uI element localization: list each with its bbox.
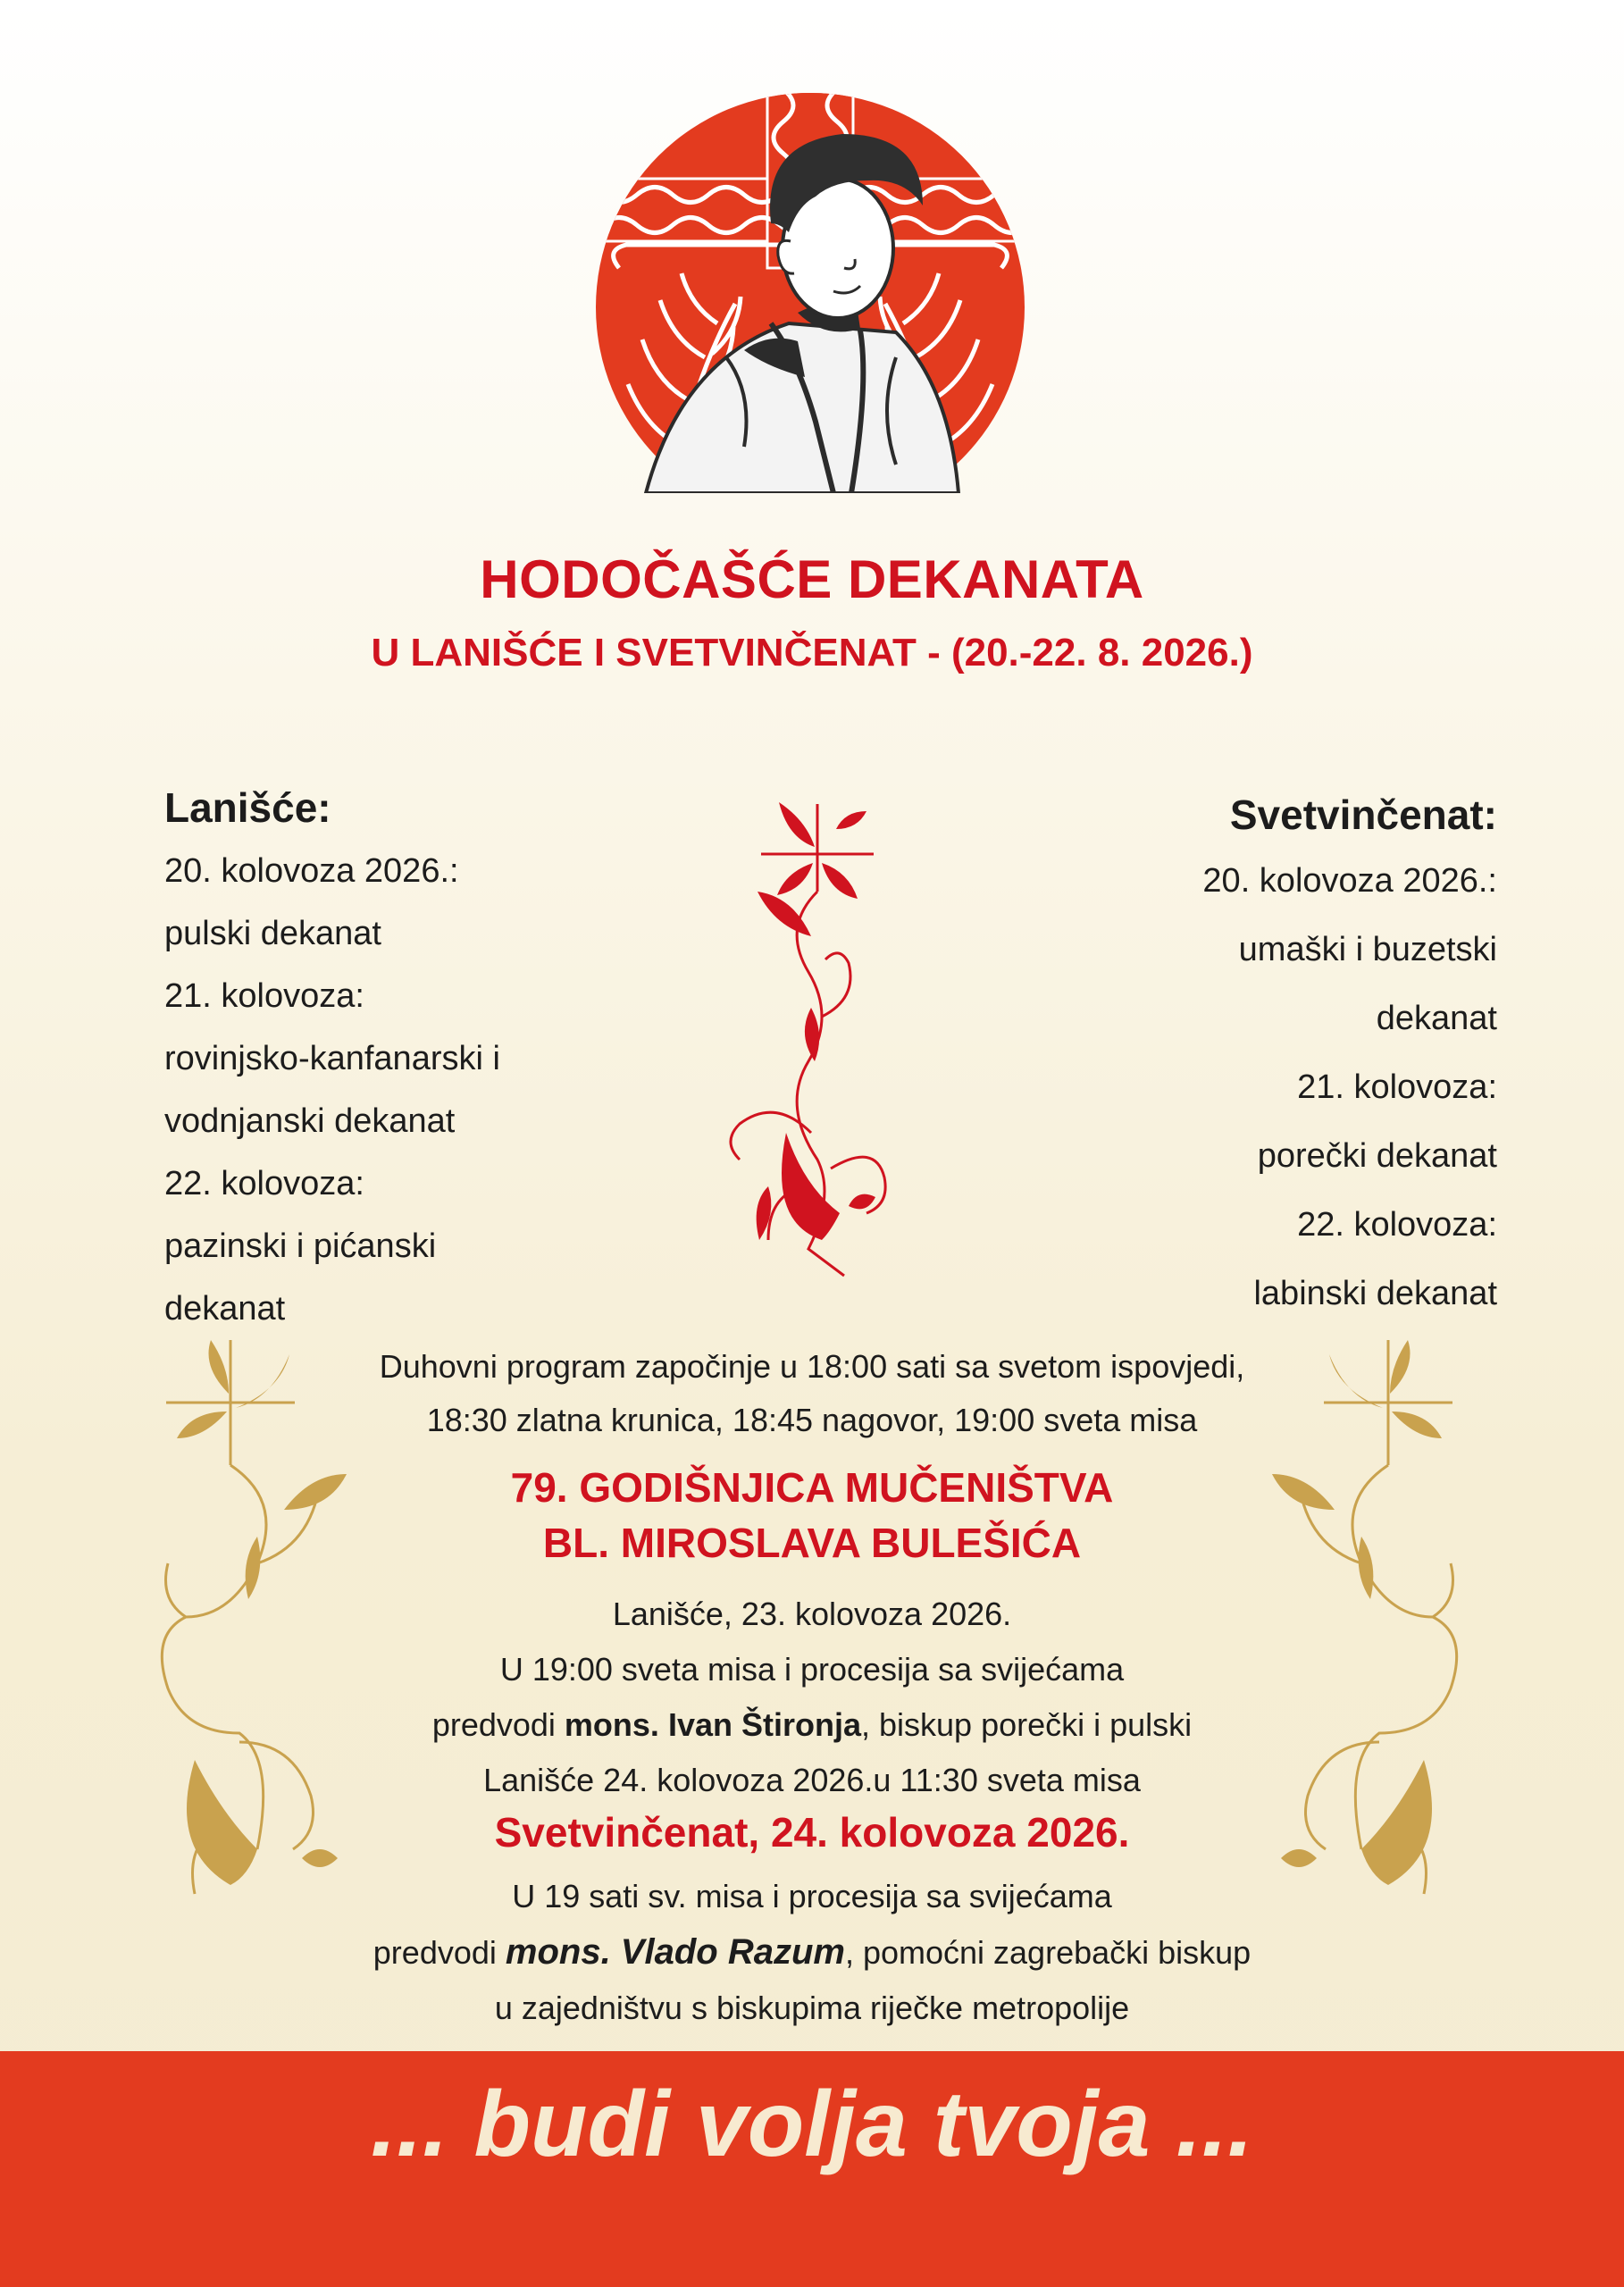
svetvincenat-schedule (997, 783, 1497, 1328)
svetvincenat-event (268, 1869, 1356, 2036)
bishop-name: mons. Ivan Štironja (564, 1706, 861, 1743)
anniversary-line: 79. GODIŠNJICA MUČENIŠTVA (510, 1464, 1114, 1511)
lanisce-line: vodnjanski dekanat (164, 1102, 456, 1140)
motto-text: ... budi volja tvoja ... (370, 2073, 1254, 2176)
event-line (268, 1697, 1356, 1753)
lanisce-line: 21. kolovoza: (164, 977, 364, 1015)
lanisce-events (268, 1587, 1356, 1808)
lanisce-line: 22. kolovoza: (164, 1165, 364, 1202)
event-text: predvodi (431, 1706, 565, 1743)
lanisce-line: pulski dekanat (164, 915, 381, 952)
bishop-name: mons. Vlado Razum (505, 1932, 845, 1972)
svetvincenat-line: 20. kolovoza 2026.: (1202, 862, 1497, 900)
event-line: Lanišće, 23. kolovoza 2026. (612, 1596, 1012, 1632)
svetvincenat-event-heading: Svetvinčenat, 24. kolovoza 2026. (494, 1809, 1130, 1856)
event-line (268, 1924, 1356, 1981)
page-title: HODOČAŠĆE DEKANATA (480, 549, 1144, 609)
event-line: U 19:00 sveta misa i procesija sa svijećama (499, 1651, 1125, 1688)
event-text: , pomoćni zagrebački biskup (844, 1934, 1251, 1971)
event-text: , biskup porečki i pulski (861, 1706, 1193, 1743)
event-line: U 19 sati sv. misa i procesija sa svijećama (512, 1878, 1112, 1914)
program-line: Duhovni program započinje u 18:00 sati sa svetom ispovjedi, (379, 1348, 1245, 1385)
event-line: Lanišće 24. kolovoza 2026.u 11:30 sveta misa (483, 1762, 1141, 1798)
portrait-emblem (592, 89, 1028, 493)
anniversary-line: BL. MIROSLAVA BULEŠIĆA (542, 1520, 1082, 1566)
lanisce-line: 20. kolovoza 2026.: (164, 852, 459, 890)
svetvincenat-line: dekanat (1376, 1000, 1497, 1037)
lanisce-line: rovinjsko-kanfanarski i (164, 1040, 500, 1077)
lanisce-schedule (164, 775, 665, 1340)
page-subtitle: U LANIŠĆE I SVETVINČENAT - (20.-22. 8. 2026.) (371, 631, 1253, 674)
event-text: predvodi (373, 1934, 506, 1971)
svetvincenat-line: porečki dekanat (1257, 1137, 1497, 1175)
svetvincenat-heading: Svetvinčenat: (1229, 792, 1497, 838)
program-line: 18:30 zlatna krunica, 18:45 nagovor, 19:00 sveta misa (426, 1402, 1198, 1438)
flower-cross-ornament-icon (715, 793, 902, 1285)
anniversary-heading (268, 1460, 1356, 1571)
lanisce-heading: Lanišće: (164, 784, 331, 831)
svetvincenat-line: umaški i buzetski (1238, 931, 1497, 968)
lanisce-line: pazinski i pićanski (164, 1227, 437, 1265)
lanisce-line: dekanat (164, 1290, 286, 1328)
program-text (268, 1340, 1356, 1447)
event-line: u zajedništvu s biskupima riječke metropolije (494, 1990, 1130, 2026)
svetvincenat-line: 21. kolovoza: (1297, 1068, 1497, 1106)
svetvincenat-line: labinski dekanat (1253, 1275, 1497, 1312)
svetvincenat-line: 22. kolovoza: (1297, 1206, 1497, 1244)
